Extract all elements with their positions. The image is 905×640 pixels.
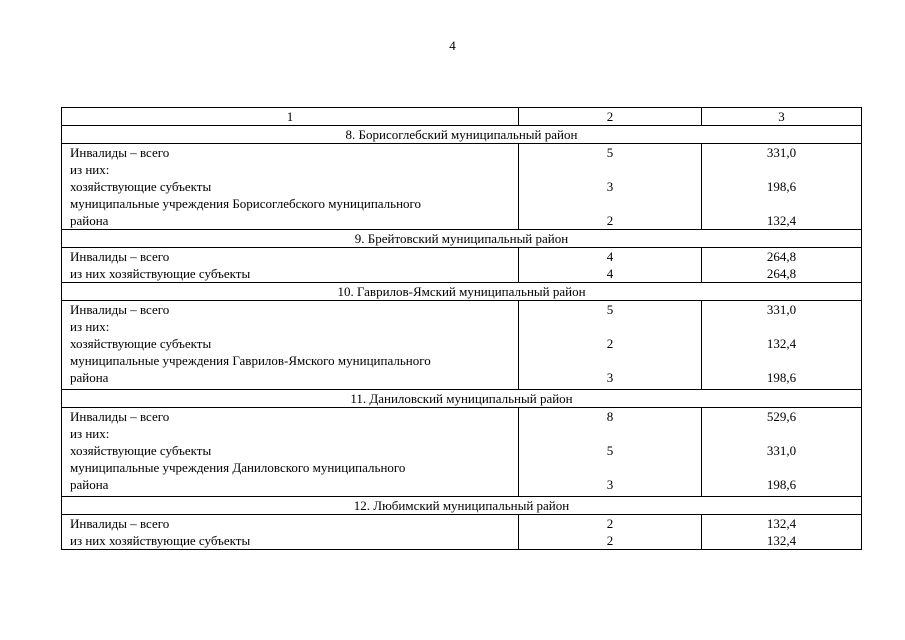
cell-line: 264,8: [766, 249, 797, 264]
header-cell-2: 2: [519, 108, 702, 126]
section-title: 10. Гаврилов-Ямский муниципальный район: [62, 283, 862, 301]
cell-line: 3: [606, 179, 614, 194]
cell-line: 198,6: [766, 477, 797, 492]
cell-line: 5: [606, 145, 614, 160]
table-row: [62, 248, 862, 283]
table-row: [62, 515, 862, 550]
row-amount-cell: [702, 301, 862, 390]
cell-line: [702, 425, 861, 442]
cell-line: хозяйствующие субъекты: [70, 179, 212, 194]
cell-line: [519, 161, 701, 178]
cell-line: района: [70, 370, 109, 385]
section-header-row: [62, 390, 862, 408]
cell-line: 132,4: [766, 533, 797, 548]
cell-line: муниципальные учреждения Даниловского муниципального: [70, 460, 406, 475]
cell-line: 3: [606, 477, 614, 492]
cell-line: 2: [606, 213, 614, 228]
row-label-cell: [62, 144, 519, 230]
cell-line: 5: [606, 443, 614, 458]
cell-line: 529,6: [766, 409, 797, 424]
cell-line: 8: [606, 409, 614, 424]
cell-line: района: [70, 477, 109, 492]
cell-line: 4: [606, 266, 614, 281]
cell-line: 132,4: [766, 213, 797, 228]
header-row: [62, 108, 862, 126]
row-label-cell: [62, 248, 519, 283]
table-row: [62, 408, 862, 497]
cell-line: [519, 352, 701, 369]
section-header-row: [62, 283, 862, 301]
header-cell-1: 1: [62, 108, 519, 126]
cell-line: Инвалиды – всего: [70, 409, 170, 424]
cell-line: Инвалиды – всего: [70, 302, 170, 317]
cell-line: из них:: [70, 162, 110, 177]
cell-line: [702, 195, 861, 212]
cell-line: 2: [606, 533, 614, 548]
cell-line: 5: [606, 302, 614, 317]
data-table: [61, 107, 862, 550]
cell-line: хозяйствующие субъекты: [70, 336, 212, 351]
cell-line: 331,0: [766, 302, 797, 317]
cell-line: 331,0: [766, 443, 797, 458]
cell-line: из них хозяйствующие субъекты: [70, 266, 251, 281]
section-title: 12. Любимский муниципальный район: [62, 497, 862, 515]
cell-line: Инвалиды – всего: [70, 516, 170, 531]
cell-line: 198,6: [766, 370, 797, 385]
table-body: [62, 108, 862, 550]
cell-line: из них:: [70, 319, 110, 334]
row-amount-cell: [702, 144, 862, 230]
cell-line: муниципальные учреждения Борисоглебского муниципального: [70, 196, 422, 211]
section-title: 11. Даниловский муниципальный район: [62, 390, 862, 408]
page-number: 4: [449, 38, 456, 53]
row-label-cell: [62, 515, 519, 550]
cell-line: из них хозяйствующие субъекты: [70, 533, 251, 548]
cell-line: 3: [606, 370, 614, 385]
row-count-cell: [519, 515, 702, 550]
cell-line: Инвалиды – всего: [70, 249, 170, 264]
row-amount-cell: [702, 515, 862, 550]
cell-line: [519, 195, 701, 212]
section-header-row: [62, 497, 862, 515]
cell-line: [702, 161, 861, 178]
section-header-row: [62, 230, 862, 248]
cell-line: [519, 425, 701, 442]
cell-line: [702, 459, 861, 476]
table-row: [62, 144, 862, 230]
cell-line: из них:: [70, 426, 110, 441]
cell-line: муниципальные учреждения Гаврилов-Ямского муниципального: [70, 353, 431, 368]
row-count-cell: [519, 408, 702, 497]
header-cell-3: 3: [702, 108, 862, 126]
cell-line: 264,8: [766, 266, 797, 281]
row-amount-cell: [702, 248, 862, 283]
cell-line: 4: [606, 249, 614, 264]
table-row: [62, 301, 862, 390]
row-count-cell: [519, 144, 702, 230]
cell-line: 2: [606, 336, 614, 351]
cell-line: [519, 318, 701, 335]
cell-line: 132,4: [766, 336, 797, 351]
cell-line: 132,4: [766, 516, 797, 531]
section-header-row: [62, 126, 862, 144]
cell-line: Инвалиды – всего: [70, 145, 170, 160]
row-count-cell: [519, 301, 702, 390]
cell-line: [702, 318, 861, 335]
cell-line: хозяйствующие субъекты: [70, 443, 212, 458]
section-title: 8. Борисоглебский муниципальный район: [62, 126, 862, 144]
row-label-cell: [62, 301, 519, 390]
row-amount-cell: [702, 408, 862, 497]
row-label-cell: [62, 408, 519, 497]
cell-line: 2: [606, 516, 614, 531]
row-count-cell: [519, 248, 702, 283]
cell-line: [702, 352, 861, 369]
cell-line: района: [70, 213, 109, 228]
cell-line: 331,0: [766, 145, 797, 160]
cell-line: 198,6: [766, 179, 797, 194]
cell-line: [519, 459, 701, 476]
section-title: 9. Брейтовский муниципальный район: [62, 230, 862, 248]
